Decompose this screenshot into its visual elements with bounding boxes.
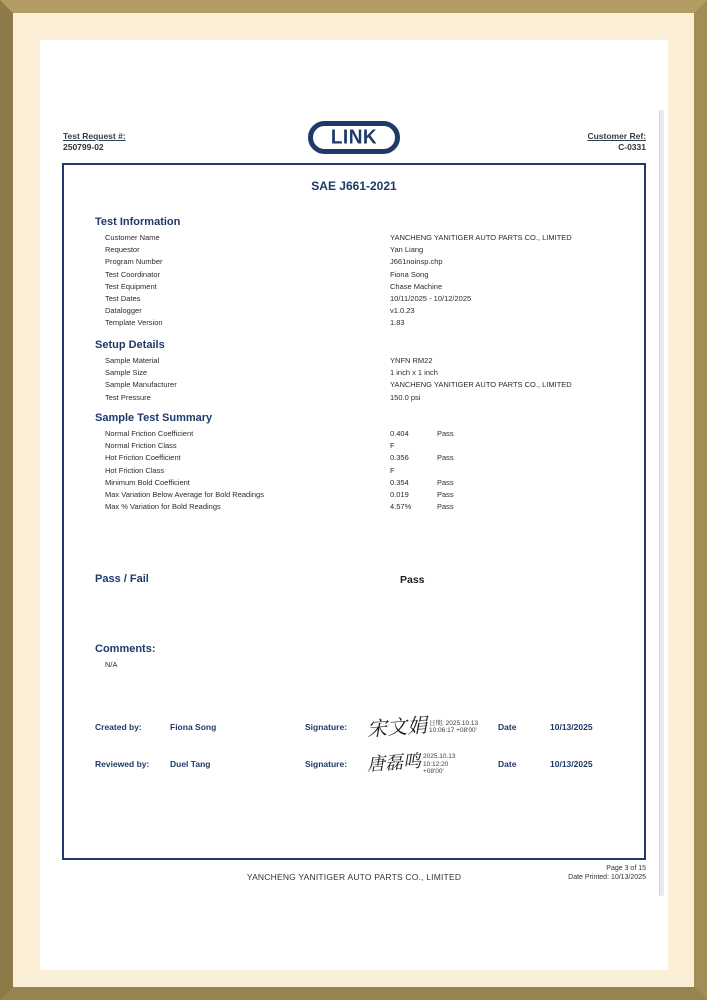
status-badge: Pass [437,429,454,438]
table-row [95,428,630,440]
row-label: Test Coordinator [105,269,161,279]
row-label: Sample Manufacturer [105,380,177,390]
section-heading: Sample Test Summary [95,412,213,424]
signature-handwriting: 唐磊鸣 [366,751,422,776]
comments-text: N/A [105,660,118,669]
stamp-line: 10:12:20 [423,760,449,768]
customer-ref-label: Customer Ref: [587,131,646,141]
customer-ref-value: C-0331 [618,141,646,152]
reviewed-by-name: Duel Tang [170,759,211,769]
row-label: Datalogger [105,306,142,316]
signature-label: Signature: [305,722,348,732]
table-row [95,232,630,244]
row-value: 0.354 [390,477,409,487]
created-by-row [64,706,644,748]
date-value: 10/13/2025 [550,722,593,732]
row-label: Test Equipment [105,281,157,291]
signature-image [367,753,456,776]
row-value: v1.0.23 [390,306,415,316]
row-value: YANCHENG YANITIGER AUTO PARTS CO., LIMITED [390,380,572,390]
table-row [95,317,630,329]
table-row [95,440,630,452]
section-heading: Setup Details [95,339,165,351]
row-value: 4.57% [390,502,412,512]
table-row [95,305,630,317]
row-value: YANCHENG YANITIGER AUTO PARTS CO., LIMITED [390,233,572,242]
setup-details-rows [95,355,630,404]
reviewed-by-row [64,743,644,785]
report-title: SAE J661-2021 [311,179,397,193]
table-row [95,477,630,489]
sample-test-summary-rows [95,428,630,513]
status-badge: Pass [437,477,454,487]
row-label: Normal Friction Coefficient [105,429,194,438]
table-row [95,355,630,367]
link-logo-text: LINK [330,126,378,149]
row-label: Sample Material [105,356,160,365]
test-request-value: 250799-02 [63,141,104,152]
table-row [95,489,630,501]
customer-ref-block [587,131,646,152]
table-row [95,452,630,464]
table-row [95,244,630,256]
test-information-rows [95,232,630,330]
row-value: 0.019 [390,490,409,500]
pass-fail-value: Pass [400,574,425,586]
stamp-line: +08'00' [423,767,444,775]
table-row [95,367,630,379]
row-value: F [390,441,395,451]
link-logo [308,121,400,154]
created-by-label: Created by: [95,722,142,732]
row-label: Program Number [105,257,163,267]
row-value: 10/11/2025 - 10/12/2025 [390,294,472,304]
date-printed: Date Printed: 10/13/2025 [568,874,646,881]
footer-page-info [568,864,646,882]
stamp-line: 2025.10.13 [423,752,456,760]
row-label: Sample Size [105,368,148,378]
status-badge: Pass [437,453,454,463]
table-row [95,465,630,477]
table-row [95,392,630,404]
test-request-label: Test Request #: [63,131,126,141]
signature-handwriting: 宋文娟 [366,712,428,742]
row-value: 150.0 psi [390,392,421,402]
row-value: Yan Liang [390,245,424,255]
row-label: Hot Friction Class [105,465,165,475]
row-value: 1.83 [390,318,405,328]
scrollbar[interactable] [659,110,664,896]
table-row [95,281,630,293]
date-label: Date [498,759,517,769]
row-label: Max Variation Below Average for Bold Readings [105,490,264,500]
section-heading: Test Information [95,216,181,228]
table-row [95,379,630,391]
row-value: Chase Machine [390,281,443,291]
row-label: Hot Friction Coefficient [105,453,181,463]
reviewed-by-label: Reviewed by: [95,759,150,769]
report-box [62,163,646,860]
row-value: YNFN RM22 [390,356,433,365]
table-row [95,256,630,268]
page-number: Page 3 of 15 [606,865,646,872]
row-value: J661noinsp.chp [390,257,443,267]
table-row [95,501,630,513]
status-badge: Pass [437,490,454,500]
row-value: F [390,465,395,475]
row-value: 0.356 [390,453,409,463]
row-value: Fiona Song [390,269,429,279]
row-label: Max % Variation for Bold Readings [105,502,221,512]
section-test-information [95,216,630,330]
test-request-block [63,131,126,152]
row-label: Template Version [105,318,163,328]
comments-heading: Comments: [95,643,156,655]
date-value: 10/13/2025 [550,759,593,769]
created-by-name: Fiona Song [170,722,217,732]
section-setup-details [95,339,630,404]
signature-label: Signature: [305,759,348,769]
row-label: Test Dates [105,294,141,304]
status-badge: Pass [437,502,454,512]
report-page [40,40,668,970]
date-label: Date [498,722,517,732]
row-label: Test Pressure [105,392,151,402]
section-sample-test-summary [95,412,630,513]
row-value: 0.404 [390,429,409,438]
pass-fail-label: Pass / Fail [95,573,149,585]
row-value: 1 inch x 1 inch [390,368,438,378]
row-label: Minimum Bold Coefficient [105,477,190,487]
signature-timestamp [423,753,456,776]
stamp-line: 日期: 2025.10.13 [429,719,479,727]
row-label: Normal Friction Class [105,441,177,451]
signature-image [366,712,479,742]
stamp-line: 10:06:17 +08'00' [429,727,477,734]
footer-company: YANCHENG YANITIGER AUTO PARTS CO., LIMITED [246,872,462,882]
table-row [95,293,630,305]
table-row [95,269,630,281]
signature-timestamp [429,720,478,735]
row-label: Requestor [105,245,140,255]
row-label: Customer Name [105,233,160,242]
